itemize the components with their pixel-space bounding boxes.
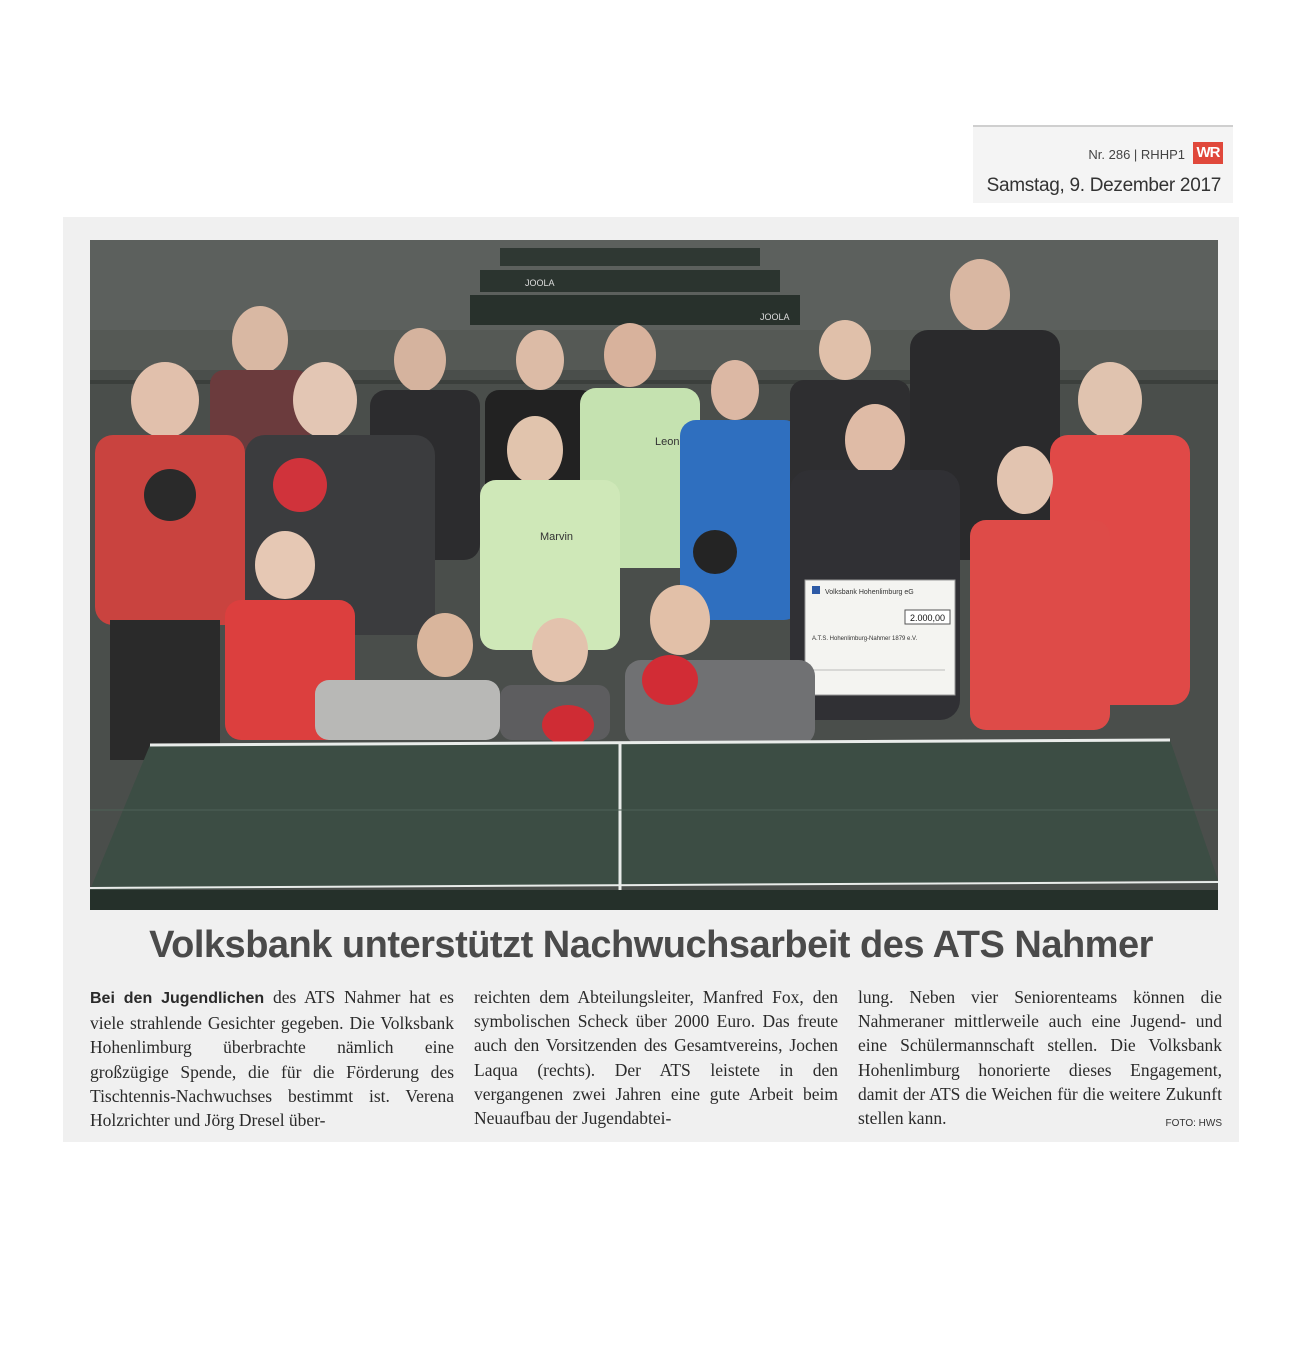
svg-text:JOOLA: JOOLA [760, 312, 790, 322]
article-column-2: reichten dem Abteilungsleiter, Manfred Fox, den symbolischen Scheck über 2000 Euro. Das freute auch den Vorsitzenden des Gesamtvereins, Jochen Laqua (rechts). Der ATS leistete in den vergangenen zwei Jahren eine gute Arbeit beim Neuaufbau der Jugendabtei- [474, 987, 838, 1129]
wr-logo: WR [1193, 142, 1223, 164]
column-3-text: lung. Neben vier Seniorenteams können die Nahmeraner mittlerweile auch eine Jugend- und eine Schülermannschaft stellen. Die Volksbank Hohenlimburg honorierte dieses Engagement, damit der ATS die Weichen für die weitere Zukunft stellen kann. [858, 987, 1222, 1129]
article-headline: Volksbank unterstützt Nachwuchsarbeit des ATS Nahmer [149, 924, 1153, 966]
check-payee: A.T.S. Hohenlimburg-Nahmer 1879 e.V. [812, 636, 918, 642]
article-lead: Bei den Jugendlichen [90, 990, 265, 1007]
issue-date: Samstag, 9. Dezember 2017 [986, 175, 1221, 196]
issue-number: Nr. 286 | RHHP1 [1088, 147, 1185, 162]
masthead [973, 125, 1233, 203]
article-photo [90, 240, 1218, 910]
column-1-text: des ATS Nahmer hat es viele strahlende Gesichter gegeben. Die Volksbank Hohenlimburg überbrachte nämlich eine großzügige Spende, die für die Förderung des Tischtennis-Nachwuchses bestimmt ist. Verena Holzrichter und Jörg Dresel über- [90, 987, 454, 1131]
check-bank: Volksbank Hohenlimburg eG [825, 589, 914, 596]
article-column-3 [858, 985, 1222, 1136]
shirt-label-marvin: Marvin [540, 531, 574, 543]
shirt-label-leon: Leon [655, 436, 680, 448]
photo-credit: FOTO: HWS [1165, 1118, 1222, 1130]
donation-check [805, 580, 955, 695]
table-brand-label: JOOLA [525, 278, 555, 288]
team-photo-illustration [90, 240, 1218, 910]
article-column-1 [90, 985, 454, 1132]
article-body [90, 985, 1226, 1135]
check-amount: 2.000,00 [910, 613, 946, 623]
